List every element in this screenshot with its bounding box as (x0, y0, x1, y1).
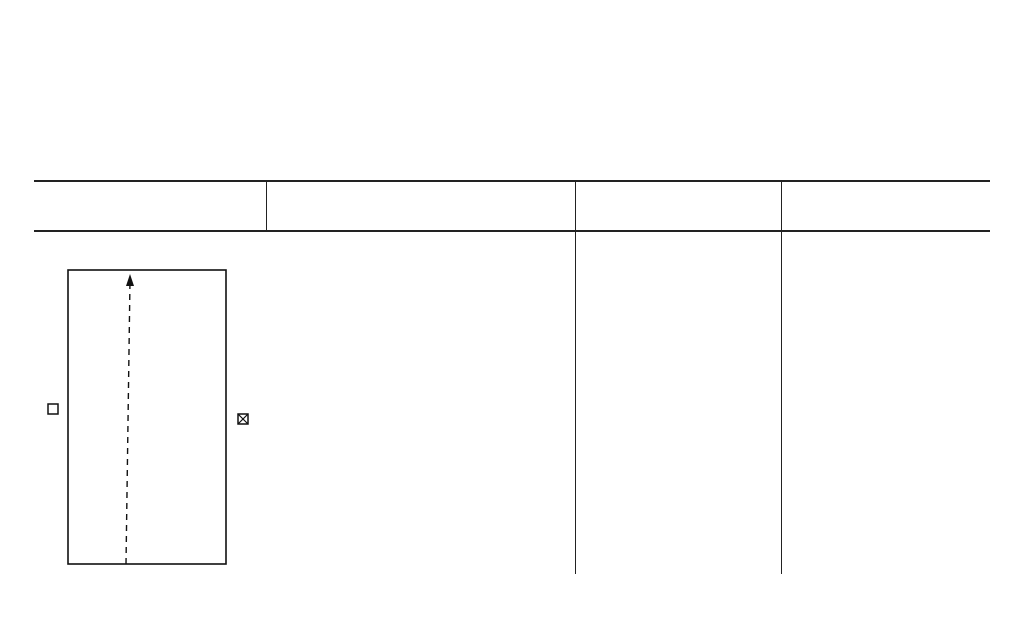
column-divider-1 (266, 180, 267, 231)
throw-path (126, 280, 130, 564)
arrow-head-icon (126, 274, 134, 286)
referee-icon (238, 414, 248, 424)
teacher-icon (48, 404, 58, 414)
column-divider-2 (575, 180, 576, 574)
table-header-rule (34, 230, 990, 232)
column-divider-3 (781, 180, 782, 574)
table-top-rule (34, 180, 990, 182)
court-diagram (40, 244, 260, 588)
court-outline (68, 270, 226, 564)
